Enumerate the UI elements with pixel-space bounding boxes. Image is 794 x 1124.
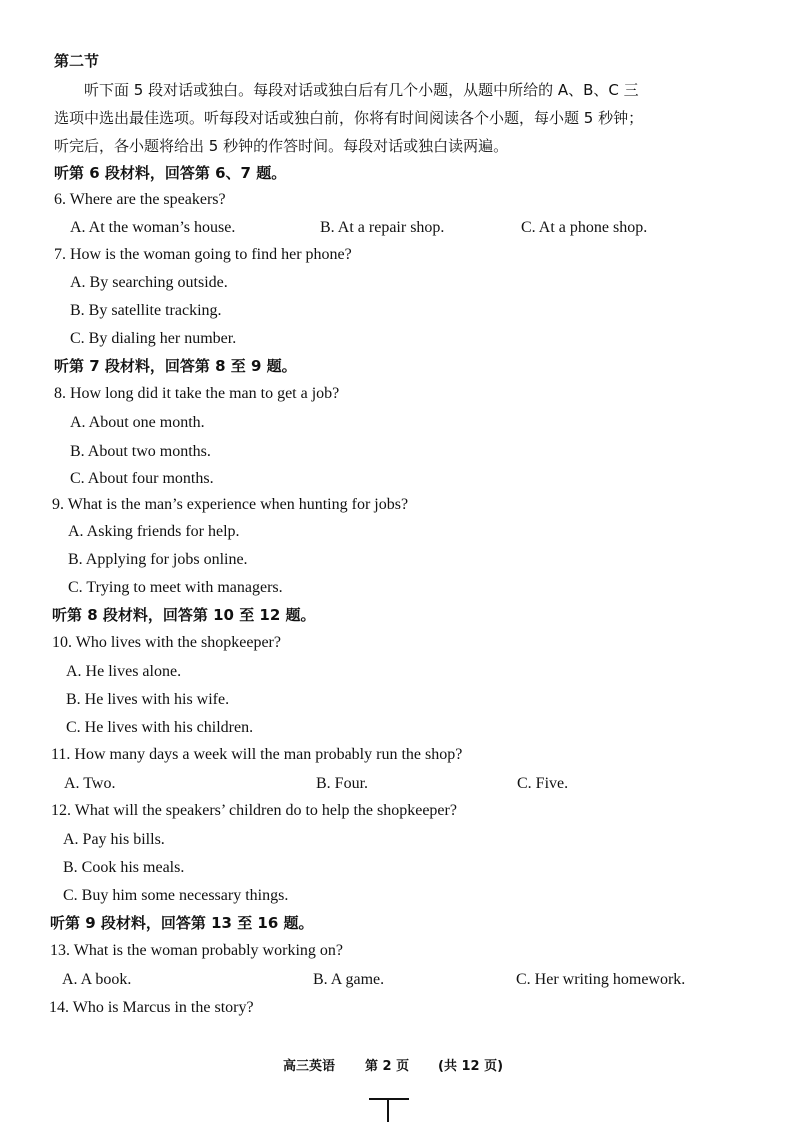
question-10-stem: 10. Who lives with the shopkeeper? bbox=[52, 634, 281, 651]
crop-mark-vertical bbox=[387, 1098, 389, 1122]
question-9-option-b: B. Applying for jobs online. bbox=[68, 551, 248, 568]
question-10-option-c: C. He lives with his children. bbox=[66, 719, 254, 736]
question-6-option-a: A. At the woman’s house. bbox=[70, 219, 236, 236]
material-8-heading: 听第 8 段材料，回答第 10 至 12 题。 bbox=[52, 606, 316, 624]
question-9-option-a: A. Asking friends for help. bbox=[68, 523, 240, 540]
question-10-option-a: A. He lives alone. bbox=[66, 663, 182, 680]
question-13-option-a: A. A book. bbox=[62, 971, 132, 988]
crop-mark-horizontal bbox=[369, 1098, 409, 1100]
footer-subject: 高三英语 bbox=[283, 1059, 336, 1074]
question-9-stem: 9. What is the man’s experience when hunting for jobs? bbox=[52, 496, 409, 513]
question-7-option-c: C. By dialing her number. bbox=[70, 330, 237, 347]
question-11-option-a: A. Two. bbox=[64, 775, 116, 792]
question-11-stem: 11. How many days a week will the man probably run the shop? bbox=[51, 746, 463, 763]
instruction-line-1: 听下面 5 段对话或独白。每段对话或独白后有几个小题，从题中所给的 A、B、C 三 bbox=[84, 81, 639, 99]
question-12-option-a: A. Pay his bills. bbox=[63, 831, 165, 848]
material-6-heading: 听第 6 段材料，回答第 6、7 题。 bbox=[54, 164, 287, 182]
question-12-option-c: C. Buy him some necessary things. bbox=[63, 887, 289, 904]
question-13-stem: 13. What is the woman probably working on? bbox=[50, 942, 343, 959]
question-8-option-a: A. About one month. bbox=[70, 414, 205, 431]
section-title: 第二节 bbox=[54, 52, 100, 70]
question-9-option-c: C. Trying to meet with managers. bbox=[68, 579, 283, 596]
question-13-option-b: B. A game. bbox=[313, 971, 385, 988]
question-11-option-c: C. Five. bbox=[517, 775, 569, 792]
question-8-stem: 8. How long did it take the man to get a job? bbox=[54, 385, 340, 402]
footer-total-pages: (共 12 页) bbox=[438, 1059, 504, 1074]
question-6-option-b: B. At a repair shop. bbox=[320, 219, 445, 236]
question-12-stem: 12. What will the speakers’ children do to help the shopkeeper? bbox=[51, 802, 457, 819]
question-8-option-c: C. About four months. bbox=[70, 470, 214, 487]
question-12-option-b: B. Cook his meals. bbox=[63, 859, 185, 876]
material-9-heading: 听第 9 段材料，回答第 13 至 16 题。 bbox=[50, 914, 314, 932]
instruction-line-2: 选项中选出最佳选项。听每段对话或独白前，你将有时间阅读各个小题，每小题 5 秒钟； bbox=[54, 109, 644, 127]
question-6-option-c: C. At a phone shop. bbox=[521, 219, 648, 236]
question-7-stem: 7. How is the woman going to find her phone? bbox=[54, 246, 352, 263]
question-7-option-a: A. By searching outside. bbox=[70, 274, 228, 291]
question-8-option-b: B. About two months. bbox=[70, 443, 211, 460]
question-11-option-b: B. Four. bbox=[316, 775, 369, 792]
question-10-option-b: B. He lives with his wife. bbox=[66, 691, 230, 708]
material-7-heading: 听第 7 段材料，回答第 8 至 9 题。 bbox=[54, 357, 297, 375]
question-13-option-c: C. Her writing homework. bbox=[516, 971, 686, 988]
question-14-stem: 14. Who is Marcus in the story? bbox=[49, 999, 254, 1016]
instruction-line-3: 听完后，各小题将给出 5 秒钟的作答时间。每段对话或独白读两遍。 bbox=[54, 137, 509, 155]
question-7-option-b: B. By satellite tracking. bbox=[70, 302, 222, 319]
question-6-stem: 6. Where are the speakers? bbox=[54, 191, 226, 208]
footer-page-number: 第 2 页 bbox=[365, 1059, 410, 1074]
